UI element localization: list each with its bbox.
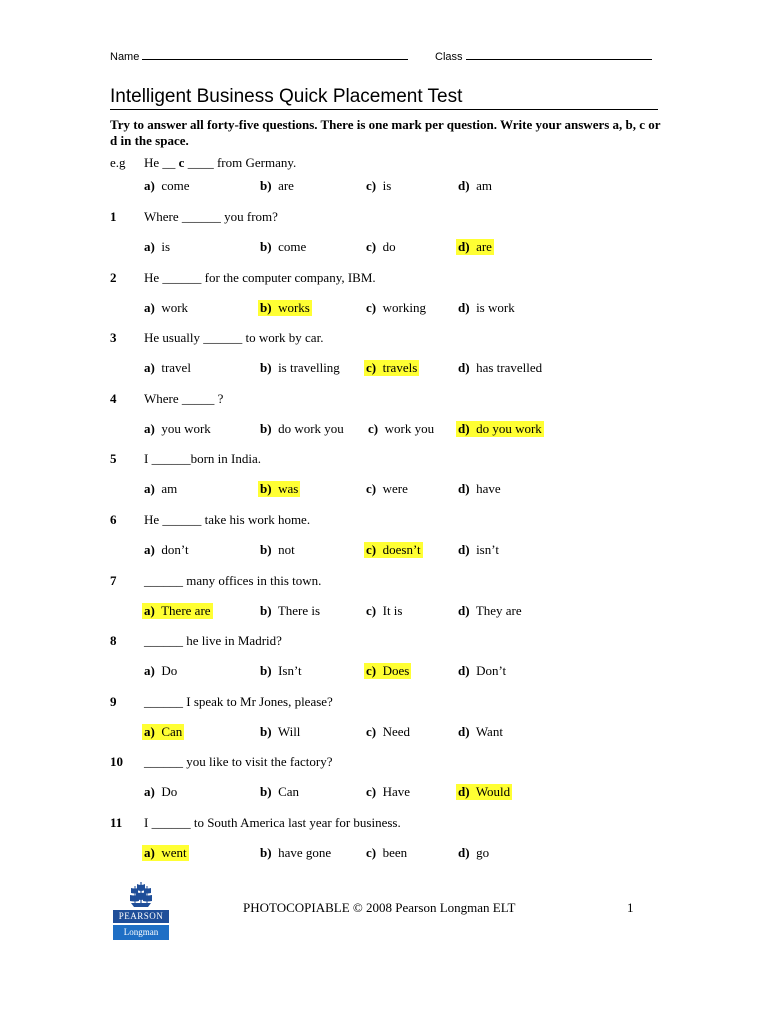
- option-label: a): [144, 784, 155, 799]
- question-number: 6: [110, 512, 117, 527]
- option-label: c): [368, 421, 379, 436]
- questions-8-option-d: [458, 724, 503, 740]
- option-label: b): [260, 239, 272, 254]
- option-text: There are: [161, 603, 211, 618]
- option-text: works: [278, 300, 310, 315]
- option-text: working: [382, 300, 426, 315]
- footer-copyright: PHOTOCOPIABLE © 2008 Pearson Longman ELT: [243, 900, 516, 915]
- class-blank: [466, 49, 652, 60]
- option-text: have gone: [278, 845, 332, 860]
- questions-5-option-b: [260, 542, 295, 558]
- option-text: They are: [475, 603, 522, 618]
- questions-7-option-d: [458, 663, 506, 679]
- option-label: d): [458, 845, 470, 860]
- questions-4-option-a: [144, 481, 177, 497]
- questions-3-option-d: [456, 421, 544, 437]
- questions-10-option-b: [260, 845, 331, 861]
- option-text: is work: [476, 300, 515, 315]
- option-text: Do: [161, 784, 178, 799]
- questions-6-option-b: [260, 603, 320, 619]
- option-text: do: [382, 239, 396, 254]
- example-option-c: [366, 178, 391, 194]
- class-label: Class: [435, 51, 463, 63]
- option-text: go: [476, 845, 490, 860]
- option-text: Do: [161, 663, 178, 678]
- example-text-before: He __: [144, 155, 176, 170]
- option-text: is travelling: [278, 360, 340, 375]
- option-label: b): [260, 178, 272, 193]
- questions-8-option-a: [142, 724, 184, 740]
- logo-longman-text: Longman: [113, 925, 169, 940]
- option-label: d): [458, 542, 470, 557]
- option-text: are: [476, 239, 492, 254]
- questions-8-option-b: [260, 724, 300, 740]
- questions-10-option-a: [142, 845, 189, 861]
- option-label: b): [260, 663, 272, 678]
- option-label: c): [366, 845, 377, 860]
- option-label: d): [458, 663, 470, 678]
- example-option-a: [144, 178, 190, 194]
- question-number: 11: [110, 815, 123, 830]
- option-label: b): [260, 603, 272, 618]
- option-label: a): [144, 360, 155, 375]
- option-label: a): [144, 542, 155, 557]
- questions-9-option-c: [366, 784, 410, 800]
- questions-5-option-a: [144, 542, 189, 558]
- option-text: went: [161, 845, 187, 860]
- option-label: d): [458, 178, 470, 193]
- name-row: [110, 49, 408, 63]
- questions-6-option-d: [458, 603, 522, 619]
- option-text: am: [161, 481, 178, 496]
- option-label: c): [366, 603, 377, 618]
- questions-1-option-b: [258, 300, 312, 316]
- questions-3-option-a: [144, 421, 211, 437]
- questions-1-option-c: [366, 300, 426, 316]
- option-label: d): [458, 360, 470, 375]
- questions-0-option-b: [260, 239, 306, 255]
- question-number: 7: [110, 573, 117, 588]
- option-label: a): [144, 239, 155, 254]
- example-answer: c: [178, 155, 185, 170]
- questions-7-option-a: [144, 663, 177, 679]
- questions-4-option-b: [258, 481, 300, 497]
- option-label: b): [260, 784, 272, 799]
- questions-10-option-c: [366, 845, 407, 861]
- question-text: ______ I speak to Mr Jones, please?: [144, 694, 333, 709]
- questions-3-option-b: [260, 421, 344, 437]
- logo-pearson-text: PEARSON: [113, 910, 169, 923]
- option-label: a): [144, 724, 155, 739]
- question-number: 1: [110, 209, 117, 224]
- option-text: Have: [382, 784, 411, 799]
- option-label: d): [458, 724, 470, 739]
- option-text: are: [278, 178, 294, 193]
- option-text: was: [278, 481, 299, 496]
- option-text: Does: [382, 663, 410, 678]
- option-label: a): [144, 845, 155, 860]
- question-text: He usually ______ to work by car.: [144, 330, 324, 345]
- questions-1-option-a: [144, 300, 188, 316]
- option-text: There is: [277, 603, 321, 618]
- question-number: 4: [110, 391, 117, 406]
- option-label: b): [260, 481, 272, 496]
- questions-0-option-a: [144, 239, 170, 255]
- questions-6-option-c: [366, 603, 402, 619]
- question-text: He ______ take his work home.: [144, 512, 311, 527]
- questions-6-option-a: [142, 603, 213, 619]
- example-option-b: [260, 178, 294, 194]
- option-text: It is: [382, 603, 403, 618]
- option-text: Will: [277, 724, 301, 739]
- option-label: d): [458, 300, 470, 315]
- question-number: 10: [110, 754, 123, 769]
- option-text: isn’t: [476, 542, 499, 557]
- questions-7-option-c: [364, 663, 411, 679]
- option-text: Isn’t: [278, 663, 302, 678]
- questions-4-option-d: [458, 481, 501, 497]
- option-text: travel: [161, 360, 191, 375]
- option-text: been: [382, 845, 408, 860]
- option-label: c): [366, 542, 377, 557]
- question-text: I ______born in India.: [144, 451, 261, 466]
- option-label: c): [366, 360, 377, 375]
- option-label: d): [458, 603, 470, 618]
- option-text: doesn’t: [382, 542, 421, 557]
- option-text: have: [476, 481, 501, 496]
- option-text: Can: [278, 784, 300, 799]
- questions-2-option-b: [260, 360, 340, 376]
- questions-9-option-a: [144, 784, 177, 800]
- question-text: I ______ to South America last year for business.: [144, 815, 401, 830]
- option-label: a): [144, 178, 155, 193]
- option-text: Need: [382, 724, 411, 739]
- option-label: d): [458, 784, 470, 799]
- questions-2-option-d: [458, 360, 542, 376]
- question-text: He ______ for the computer company, IBM.: [144, 270, 376, 285]
- question-text: ______ many offices in this town.: [144, 573, 322, 588]
- option-label: b): [260, 845, 272, 860]
- pearson-longman-logo: [113, 880, 169, 940]
- option-text: do you work: [476, 421, 542, 436]
- page-title: Intelligent Business Quick Placement Test: [110, 86, 463, 107]
- questions-5-option-c: [364, 542, 423, 558]
- questions-9-option-b: [260, 784, 299, 800]
- option-label: a): [144, 300, 155, 315]
- option-text: come: [161, 178, 190, 193]
- option-text: Can: [161, 724, 183, 739]
- questions-3-option-c: [368, 421, 434, 437]
- question-text: ______ you like to visit the factory?: [144, 754, 333, 769]
- question-text: Where _____ ?: [144, 391, 224, 406]
- name-label: Name: [110, 51, 140, 63]
- title-rule: [110, 109, 658, 110]
- question-text: ______ he live in Madrid?: [144, 633, 282, 648]
- question-text: Where ______ you from?: [144, 209, 278, 224]
- option-label: a): [144, 421, 155, 436]
- option-text: come: [278, 239, 307, 254]
- page-number: 1: [627, 900, 634, 915]
- option-label: a): [144, 663, 155, 678]
- option-text: work: [161, 300, 189, 315]
- option-label: c): [366, 239, 377, 254]
- questions-0-option-c: [366, 239, 396, 255]
- question-number: 5: [110, 451, 117, 466]
- option-text: is: [382, 178, 392, 193]
- option-label: b): [260, 300, 272, 315]
- option-label: b): [260, 542, 272, 557]
- option-text: is: [161, 239, 171, 254]
- questions-4-option-c: [366, 481, 408, 497]
- option-label: d): [458, 481, 470, 496]
- option-label: c): [366, 724, 377, 739]
- question-number: 8: [110, 633, 117, 648]
- option-text: you work: [161, 421, 211, 436]
- option-text: has travelled: [476, 360, 543, 375]
- name-blank: [142, 49, 408, 60]
- option-label: c): [366, 178, 377, 193]
- example-number: e.g: [110, 155, 126, 170]
- class-row: [435, 49, 652, 63]
- option-label: d): [458, 239, 470, 254]
- option-text: were: [382, 481, 408, 496]
- ship-icon: [113, 880, 169, 908]
- option-text: am: [476, 178, 492, 193]
- questions-9-option-d: [456, 784, 512, 800]
- question-number: 9: [110, 694, 117, 709]
- questions-0-option-d: [456, 239, 494, 255]
- option-label: c): [366, 300, 377, 315]
- questions-2-option-c: [364, 360, 419, 376]
- option-label: b): [260, 360, 272, 375]
- question-number: 2: [110, 270, 117, 285]
- option-text: don’t: [161, 542, 189, 557]
- question-number: 3: [110, 330, 117, 345]
- option-label: c): [366, 784, 377, 799]
- option-label: c): [366, 663, 377, 678]
- example-text: [144, 155, 296, 171]
- questions-8-option-c: [366, 724, 410, 740]
- option-text: work you: [384, 421, 435, 436]
- option-label: b): [260, 421, 272, 436]
- option-text: travels: [382, 360, 418, 375]
- option-label: c): [366, 481, 377, 496]
- questions-2-option-a: [144, 360, 191, 376]
- example-option-d: [458, 178, 492, 194]
- questions-5-option-d: [458, 542, 499, 558]
- option-text: Want: [475, 724, 503, 739]
- option-label: a): [144, 603, 155, 618]
- option-label: b): [260, 724, 272, 739]
- option-text: do work you: [278, 421, 344, 436]
- questions-1-option-d: [458, 300, 515, 316]
- option-label: a): [144, 481, 155, 496]
- questions-7-option-b: [260, 663, 302, 679]
- option-label: d): [458, 421, 470, 436]
- questions-10-option-d: [458, 845, 489, 861]
- option-text: Would: [475, 784, 511, 799]
- instructions: Try to answer all forty-five questions. There is one mark per question. Write your answers a, b, c or d in the space.: [110, 117, 661, 148]
- example-text-after: ____ from Germany.: [187, 155, 297, 170]
- option-text: Don’t: [476, 663, 507, 678]
- option-text: not: [278, 542, 295, 557]
